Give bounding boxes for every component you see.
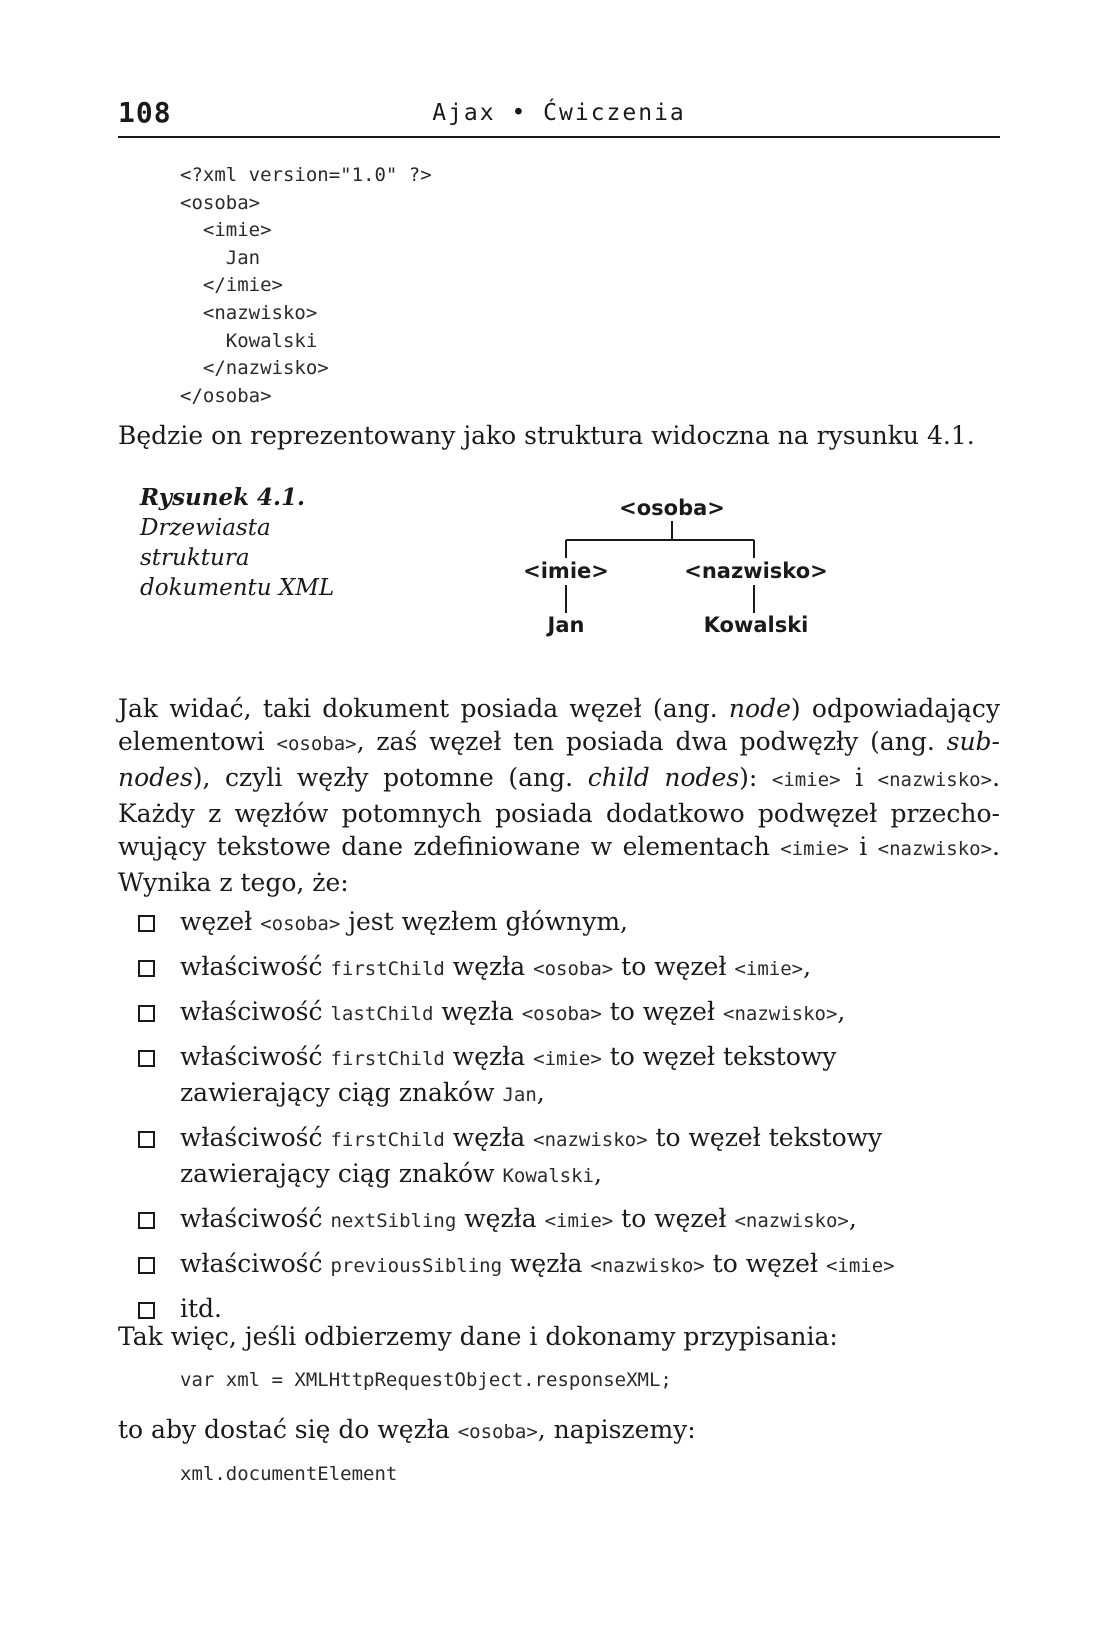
tree-node-root: <osoba>	[619, 496, 725, 520]
code-line: <osoba>	[180, 191, 261, 214]
caption-line: Drzewiasta	[140, 515, 271, 541]
list-item: właściwość nextSibling węzła <imie> to węzeł <nazwisko>,	[138, 1202, 998, 1238]
code-line: Jan	[180, 246, 261, 269]
code-line: <nazwisko>	[180, 301, 318, 324]
list-item: właściwość firstChild węzła <imie> to węzeł tekstowy zawierający ciąg znaków Jan,	[138, 1040, 998, 1112]
paragraph-assignment: Tak więc, jeśli odbierzemy dane i dokonamy przypisania:	[118, 1322, 838, 1351]
xml-code-listing	[180, 162, 432, 410]
page-number: 108	[118, 96, 172, 129]
tree-node-imie: <imie>	[523, 559, 609, 583]
text-line: Wynika z tego, że:	[118, 868, 349, 897]
caption-line: dokumentu XML	[140, 575, 335, 601]
checkbox-square-icon	[138, 1257, 155, 1274]
text-line: Jak widać, taki dokument posiada węzeł (ang. node) odpowiadający	[118, 694, 1000, 723]
properties-bullet-list	[138, 905, 998, 1334]
code-document-element: xml.documentElement	[180, 1463, 398, 1485]
list-item: itd.	[138, 1292, 998, 1325]
caption-line: struktura	[140, 545, 250, 571]
code-line: <?xml version="1.0" ?>	[180, 164, 432, 186]
checkbox-square-icon	[138, 1302, 155, 1319]
tree-leaf-kowalski: Kowalski	[703, 613, 809, 637]
text-line: nodes), czyli węzły potomne (ang. child nodes): <imie> i <nazwisko>.	[118, 763, 1001, 792]
checkbox-square-icon	[138, 1212, 155, 1229]
checkbox-square-icon	[138, 915, 155, 932]
checkbox-square-icon	[138, 1131, 155, 1148]
checkbox-square-icon	[138, 1005, 155, 1022]
paragraph-document-element: to aby dostać się do węzła <osoba>, napiszemy:	[118, 1415, 696, 1444]
checkbox-square-icon	[138, 960, 155, 977]
code-line: </imie>	[180, 274, 283, 297]
list-item: właściwość previousSibling węzła <nazwisko> to węzeł <imie>	[138, 1247, 998, 1283]
figure-label: Rysunek 4.1.	[140, 484, 306, 511]
code-line: Kowalski	[180, 329, 318, 352]
list-item: węzeł <osoba> jest węzłem głównym,	[138, 905, 998, 941]
list-item: właściwość firstChild węzła <osoba> to węzeł <imie>,	[138, 950, 998, 986]
code-line: <imie>	[180, 219, 272, 242]
intro-sentence: Będzie on reprezentowany jako struktura widoczna na rysunku 4.1.	[118, 421, 975, 450]
code-response-xml: var xml = XMLHttpRequestObject.responseXML;	[180, 1369, 672, 1391]
paragraph-nodes-explanation	[118, 692, 1000, 899]
list-item: właściwość firstChild węzła <nazwisko> to węzeł tekstowy zawierający ciąg znaków Kowalski,	[138, 1121, 998, 1193]
xml-tree-diagram	[520, 495, 850, 640]
list-item: właściwość lastChild węzła <osoba> to węzeł <nazwisko>,	[138, 995, 998, 1031]
text-line: Każdy z węzłów potomnych posiada dodatkowo podwęzeł przecho-	[118, 799, 1000, 828]
text-line: elementowi <osoba>, zaś węzeł ten posiada dwa podwęzły (ang. sub-	[118, 727, 1000, 756]
text-line: wujący tekstowe dane zdefiniowane w elementach <imie> i <nazwisko>.	[118, 832, 1000, 861]
tree-leaf-jan: Jan	[547, 613, 585, 637]
figure-caption	[140, 483, 334, 603]
running-title: Ajax • Ćwiczenia	[432, 100, 686, 126]
checkbox-square-icon	[138, 1050, 155, 1067]
tree-node-nazwisko: <nazwisko>	[684, 559, 828, 583]
page-header	[118, 96, 1000, 138]
code-line: </nazwisko>	[180, 357, 329, 380]
code-line: </osoba>	[180, 384, 272, 407]
